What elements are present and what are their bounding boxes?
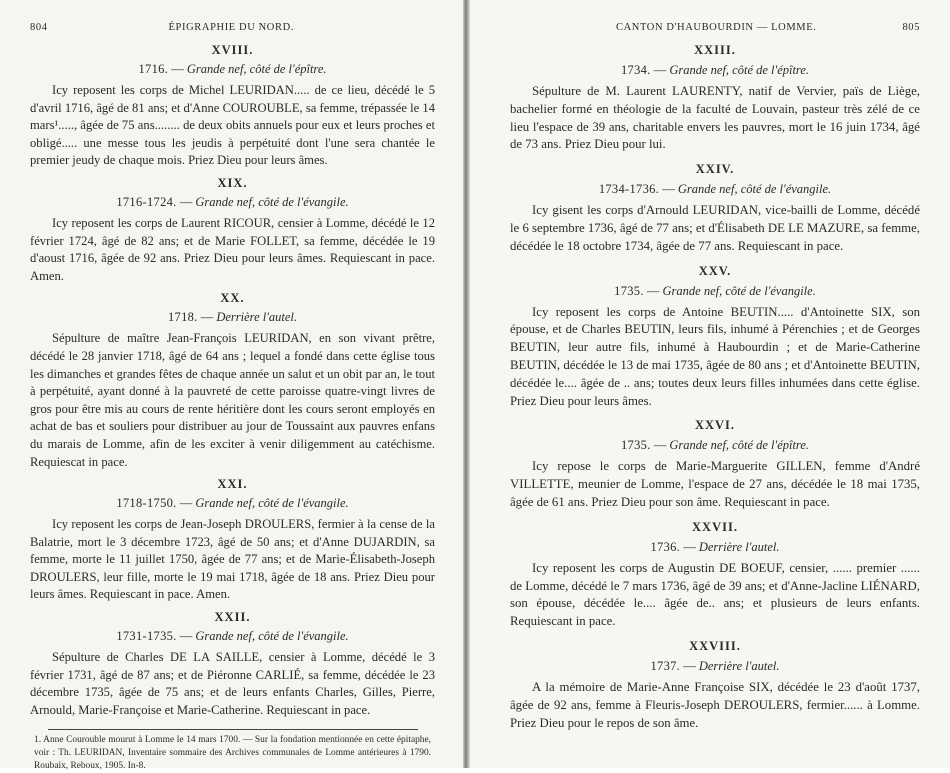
entry-numeral: XXIV. <box>695 162 735 177</box>
entry-text: Icy reposent les corps de Augustin DE BOEUF, censier, ...... premier ...... de Lomme, décédé le 7 mars 1736, âgé de 39 ans; et d'Anne-Jacline LIÉNARD, son épouse, décédée le.... âgée de.. ans; et plusieurs de leurs enfants. Requiescant in pace. <box>510 560 920 629</box>
entry-numeral: XXVI. <box>694 418 736 433</box>
epitaph-entry <box>510 264 920 411</box>
entry-subhead <box>510 182 920 197</box>
entry-text: Sépulture de maître Jean-François LEURIDAN, en son vivant prêtre, décédé le 28 janvier 1718, âgé de 64 ans ; lequel a fondé dans cette église tous les dimanches et grandes fêtes de chaque année un salut et un obit par an, le tout à perpétuité, ayant donné à la pauvreté de cette paroisse quatre-vingt livres de gros pour être mis au cours de rente héritière dont les cours seront employés en achat de bas et souliers pour distribuer au jour de Toussaint aux pauvres enfans du marais de Lomme, afin de les exciter à venir diligemment au catéchisme. Requiescat in pace. <box>30 331 435 469</box>
epitaph-entry <box>510 162 920 255</box>
entry-text: A la mémoire de Marie-Anne Françoise SIX, décédée le 23 d'août 1737, âgée de 92 ans, femme à Fleuris-Joseph DEROULERS, fermier...... à Lomme. Priez Dieu pour le repos de son âme. <box>510 679 920 730</box>
entry-date: 1737. <box>650 658 681 673</box>
footnote-rule <box>48 729 418 730</box>
entry-numeral: XXV. <box>698 263 732 278</box>
entry-location: Derrière l'autel. <box>216 310 298 325</box>
entry-date: 1734. <box>620 63 651 77</box>
entry-subhead <box>30 496 435 511</box>
entry-subhead <box>510 284 920 299</box>
left-page-header <box>30 22 435 33</box>
entry-subhead <box>510 438 920 453</box>
entry-text: Icy reposent les corps de Antoine BEUTIN..... d'Antoinette SIX, son épouse, et de Charles BEUTIN, leurs fils, inhumé à Pérenchies ; et de Georges BEUTIN, leur autre fils, inhumé à Haubourdin ; et de Marie-Catherine BEUTIN, décédée le 13 de mai 1735, âgée de 80 ans ; et d'Antoinette BEUTIN, décédée le.... âgée de .. ans; toutes deux leurs filles inhumées dans cette église. Priez Dieu pour leurs âmes. <box>510 304 920 408</box>
entry-text: Icy gisent les corps d'Arnould LEURIDAN, vice-bailli de Lomme, décédé le 6 septembre 1736, âgé de 77 ans; et d'Élisabeth DE LE MAZURE, sa femme, décédée le 18 octobre 1734, âgée de 77 ans. Requiescant in pace. <box>510 203 920 253</box>
entry-date: 1735. <box>614 283 644 298</box>
entry-dash: — <box>650 438 670 453</box>
entry-subhead <box>510 63 920 78</box>
entry-numeral: XXIII. <box>694 43 736 57</box>
entry-location: Derrière l'autel. <box>698 658 780 673</box>
entry-subhead <box>30 629 435 644</box>
entry-text: Sépulture de Charles DE LA SAILLE, censier à Lomme, décédé le 3 février 1731, âgé de 87 ans; et de Piéronne CARLIÉ, sa femme, décédée le 23 décembre 1735, âgée de 75 ans; et de leurs enfants Charles, Gilles, Pierre, Arnould, Marie-Françoise et Marie-Catherine. Requiescant in pace. <box>30 650 435 717</box>
entry-text: Icy reposent les corps de Jean-Joseph DROULERS, fermier à la cense de la Balatrie, mort le 3 décembre 1723, âgé de 50 ans; et d'Anne DUJARDIN, sa femme, morte le 11 juillet 1750, âgée de 77 ans; et de Marie-Élisabeth-Joseph DROULERS, leur fille, morte le 19 mai 1718, âgée de 18 ans. Priez Dieu pour leurs âmes. Requiescant in pace. Amen. <box>30 517 435 602</box>
entry-date: 1735. <box>620 438 651 453</box>
epitaph-entry <box>510 43 920 154</box>
entry-numeral: XXI. <box>217 477 248 492</box>
entry-subhead <box>510 659 920 674</box>
entry-numeral: XXVII. <box>692 519 738 534</box>
entry-numeral: XVIII. <box>211 43 254 57</box>
entry-dash: — <box>680 658 699 673</box>
entry-text: Icy repose le corps de Marie-Marguerite GILLEN, femme d'André VILLETTE, meunier de Lomme, l'espace de 27 ans, décédée le 18 mai 1735, âgée de 61 ans. Priez Dieu pour son âme. Requiescant in pace. <box>510 459 920 509</box>
book-gutter <box>463 0 470 768</box>
epitaph-entry <box>30 610 435 719</box>
entry-location: Grande nef, côté de l'évangile. <box>195 629 349 644</box>
entry-location: Grande nef, côté de l'évangile. <box>662 283 816 298</box>
epitaph-entry <box>30 176 435 285</box>
epitaph-entry <box>510 520 920 631</box>
entry-dash: — <box>650 63 670 77</box>
right-page-header <box>510 22 920 33</box>
entry-text: Icy reposent les corps de Michel LEURIDAN..... de ce lieu, décédé le 5 d'avril 1716, âgé de 81 ans; et d'Anne COUROUBLE, sa femme, trépassée le 14 mars¹....., âgée de 75 ans........ de deux obits annuels pour eux et leurs proches et obligé..... une messe tous les jeudis à perpétuité dont l'une sera chantée le premier jeudy de chaque mois. Priez Dieu pour leurs âmes. <box>30 83 435 168</box>
footnote: 1. Anne Courouble mourut à Lomme le 14 mars 1700. — Sur la fondation mentionnée en cette épitaphe, voir : Th. LEURIDAN, Inventaire sommaire des Archives communales de Lomme antérieures à 1790. Roubaix, Reboux, 1905. In-8. <box>34 735 431 772</box>
entry-dash: — <box>197 310 217 325</box>
entry-location: Grande nef, côté de l'épître. <box>669 63 810 77</box>
entry-dash: — <box>176 194 196 209</box>
entry-dash: — <box>643 283 663 298</box>
entry-location: Derrière l'autel. <box>698 539 780 554</box>
entry-date: 1716-1724. <box>116 194 177 209</box>
entry-subhead <box>30 310 435 325</box>
epitaph-entry <box>510 639 920 732</box>
entry-date: 1716. <box>138 62 169 76</box>
entry-date: 1736. <box>650 539 681 554</box>
entry-numeral: XX. <box>220 291 245 306</box>
running-head: CANTON D'HAUBOURDIN — LOMME. <box>615 22 817 33</box>
entry-location: Grande nef, côté de l'épître. <box>669 438 810 453</box>
entry-subhead <box>30 195 435 210</box>
entry-numeral: XXII. <box>214 610 251 625</box>
entry-date: 1731-1735. <box>116 629 177 644</box>
entry-dash: — <box>168 62 187 76</box>
entry-dash: — <box>176 629 196 644</box>
entry-subhead <box>510 540 920 555</box>
entry-location: Grande nef, côté de l'épître. <box>186 62 327 76</box>
entry-dash: — <box>659 182 678 197</box>
page-number: 804 <box>30 22 48 33</box>
entry-numeral: XIX. <box>217 175 248 190</box>
left-page <box>0 0 463 772</box>
entry-text: Sépulture de M. Laurent LAURENTY, natif de Vervier, païs de Liège, bachelier formé en théologie de la faculté de Louvain, pasteur très zélé de ce lieu l'espace de 39 ans, charitable envers les pauvres, mort le 16 juin 1734, âgé de 73 ans. Priez Dieu pour lui. <box>510 84 920 152</box>
epitaph-entry <box>30 291 435 471</box>
entry-subhead <box>30 62 435 77</box>
entry-date: 1718-1750. <box>116 496 177 511</box>
entry-text: Icy reposent les corps de Laurent RICOUR, censier à Lomme, décédé le 12 février 1724, âgé de 82 ans; et de Marie FOLLET, sa femme, décédée le 19 d'aoust 1716, âgée de 92 ans. Priez Dieu pour leurs âmes. Requiescant in pace. Amen. <box>30 215 435 283</box>
entry-location: Grande nef, côté de l'évangile. <box>677 182 832 197</box>
page-number: 805 <box>902 22 920 33</box>
entry-dash: — <box>176 496 196 511</box>
epitaph-entry <box>30 477 435 604</box>
epitaph-entry <box>30 43 435 170</box>
epitaph-entry <box>510 418 920 511</box>
entry-dash: — <box>680 539 699 554</box>
entry-numeral: XXVIII. <box>689 638 741 653</box>
entry-date: 1718. <box>167 310 198 325</box>
entry-location: Grande nef, côté de l'évangile. <box>195 194 349 209</box>
running-head: ÉPIGRAPHIE DU NORD. <box>168 22 294 33</box>
entry-date: 1734-1736. <box>598 182 660 197</box>
right-page <box>470 0 950 768</box>
entry-location: Grande nef, côté de l'évangile. <box>195 496 349 511</box>
